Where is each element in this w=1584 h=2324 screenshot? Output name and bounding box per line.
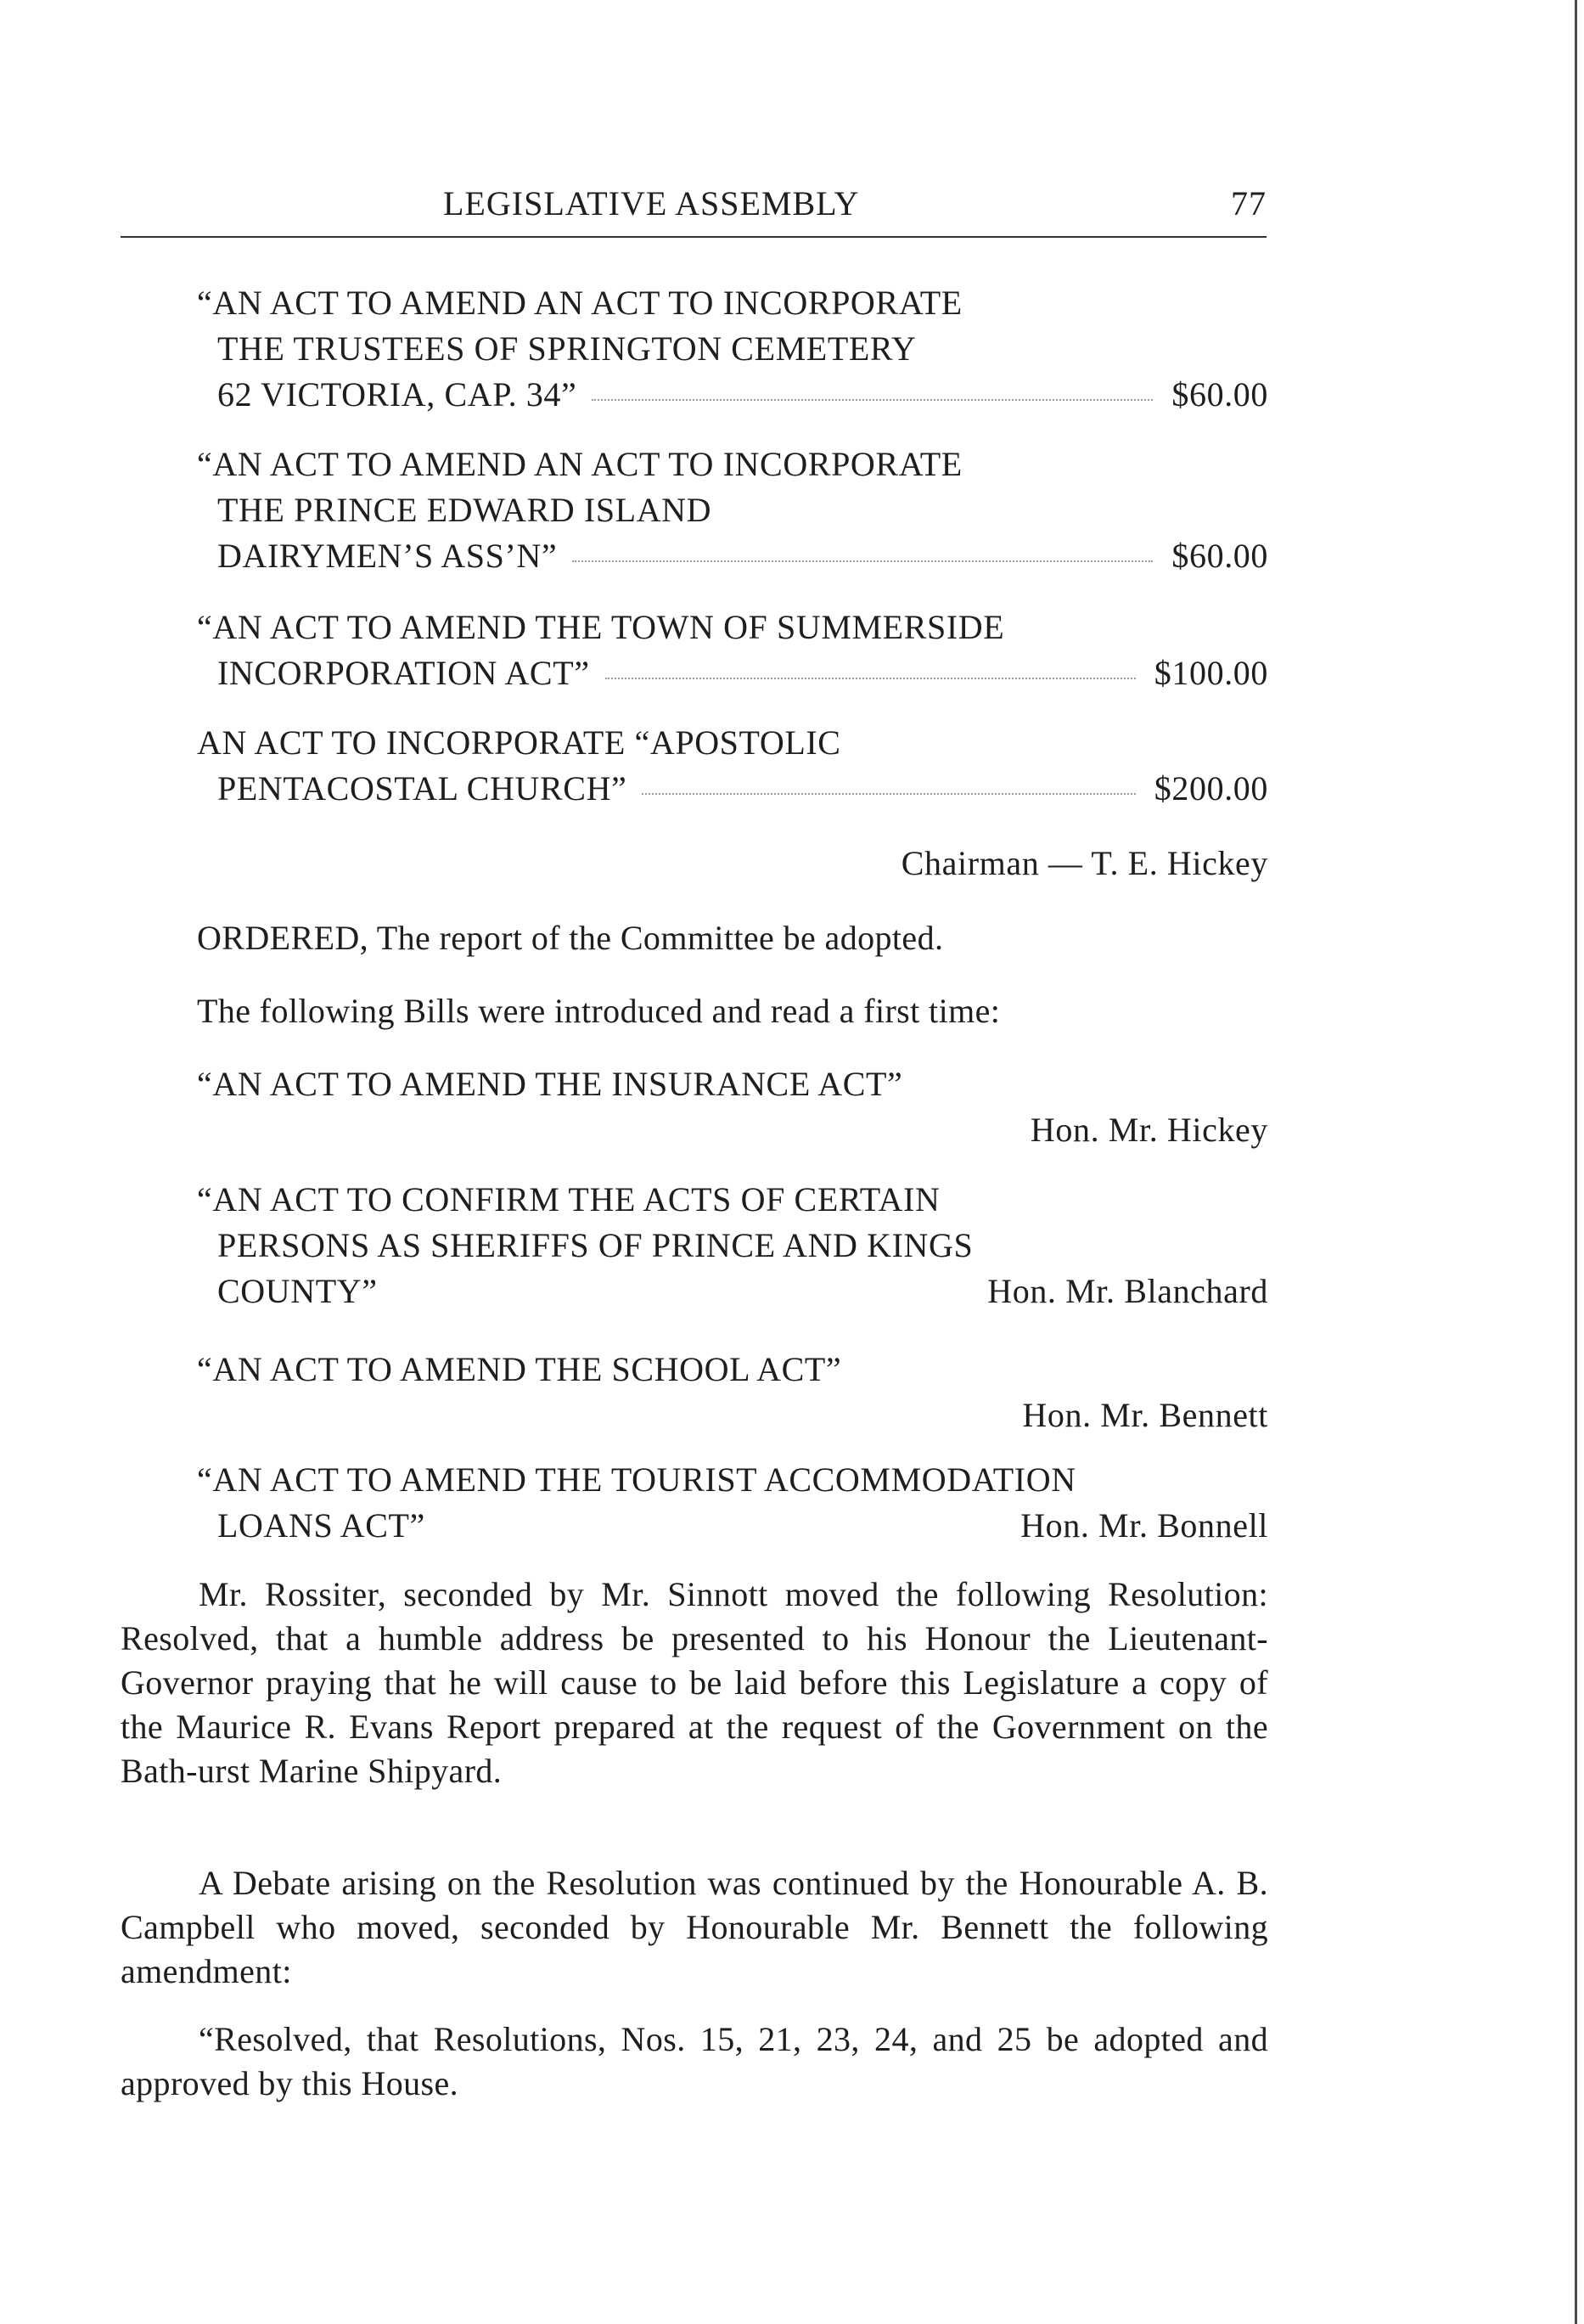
bill-sponsor-row xyxy=(197,1503,1268,1549)
bill-title-line: COUNTY” xyxy=(217,1272,378,1310)
fee-amount: $60.00 xyxy=(1171,537,1268,575)
bill-title-line: PERSONS AS SHERIFFS OF PRINCE AND KINGS xyxy=(217,1226,974,1264)
running-header xyxy=(121,177,1267,233)
dot-leader xyxy=(572,560,1153,562)
bill-title-line: “AN ACT TO AMEND THE INSURANCE ACT” xyxy=(197,1065,903,1103)
fee-item-line: 62 VICTORIA, CAP. 34” xyxy=(217,375,577,414)
bill-title-line: LOANS ACT” xyxy=(217,1506,425,1545)
ordered-statement: ORDERED, The report of the Committee be adopted. xyxy=(197,919,944,957)
fee-item xyxy=(197,720,1268,812)
header-rule xyxy=(121,236,1267,238)
bill-title-line: “AN ACT TO CONFIRM THE ACTS OF CERTAIN xyxy=(197,1180,941,1218)
bill-item xyxy=(197,1457,1268,1549)
chairman-signature: Chairman — T. E. Hickey xyxy=(901,844,1268,882)
dot-leader xyxy=(642,793,1135,795)
fee-item-line: “AN ACT TO AMEND AN ACT TO INCORPORATE xyxy=(197,445,963,483)
bill-sponsor: Hon. Mr. Bonnell xyxy=(1020,1506,1268,1545)
fee-item-amount-row xyxy=(197,766,1268,812)
fee-item-amount-row xyxy=(197,650,1268,696)
fee-item-line: AN ACT TO INCORPORATE “APOSTOLIC xyxy=(197,723,841,762)
fee-amount: $200.00 xyxy=(1154,769,1268,807)
dot-leader xyxy=(592,399,1153,401)
fee-amount: $100.00 xyxy=(1154,654,1268,692)
bill-sponsor: Hon. Mr. Blanchard xyxy=(987,1272,1268,1310)
resolution-text: Mr. Rossiter, seconded by Mr. Sinnott moved the following Resolution: Resolved, that a humble address be presented to his Honour the Lieutenant-Governor praying that he will cause to be laid before this Legislature a copy of the Maurice R. Evans Report prepared at the request of the Government on the Bath-urst Marine Shipyard. xyxy=(121,1575,1268,1790)
header-title: LEGISLATIVE ASSEMBLY xyxy=(443,184,860,222)
bill-sponsor: Hon. Mr. Bennett xyxy=(1022,1396,1268,1434)
fee-item-amount-row xyxy=(197,372,1268,418)
bill-item xyxy=(197,1347,1268,1438)
debate-text: A Debate arising on the Resolution was continued by the Honourable A. B. Campbell who moved, seconded by Honourable Mr. Bennett the following amendment: xyxy=(121,1864,1268,1990)
fee-item-line: THE PRINCE EDWARD ISLAND xyxy=(217,491,712,529)
bill-item xyxy=(197,1061,1268,1153)
debate-paragraph xyxy=(121,1861,1268,1994)
page-edge xyxy=(1575,0,1577,2324)
bill-item xyxy=(197,1177,1268,1314)
amendment-paragraph xyxy=(121,2017,1268,2106)
fee-item-line: PENTACOSTAL CHURCH” xyxy=(217,769,627,807)
resolution-paragraph xyxy=(121,1573,1268,1793)
fee-item-amount-row xyxy=(197,533,1268,579)
bills-intro: The following Bills were introduced and read a first time: xyxy=(197,992,1001,1030)
fee-item xyxy=(197,280,1268,418)
fee-item-line: “AN ACT TO AMEND AN ACT TO INCORPORATE xyxy=(197,284,963,322)
dot-leader xyxy=(605,678,1136,679)
fee-item-line: THE TRUSTEES OF SPRINGTON CEMETERY xyxy=(217,329,917,368)
fee-amount: $60.00 xyxy=(1171,375,1268,414)
fee-item xyxy=(197,442,1268,579)
bill-sponsor: Hon. Mr. Hickey xyxy=(1030,1111,1268,1149)
fee-item-line: “AN ACT TO AMEND THE TOWN OF SUMMERSIDE xyxy=(197,608,1005,646)
page-number: 77 xyxy=(1231,184,1267,222)
fee-item xyxy=(197,605,1268,696)
bill-sponsor-row xyxy=(197,1269,1268,1314)
bill-title-line: “AN ACT TO AMEND THE SCHOOL ACT” xyxy=(197,1350,842,1388)
fee-item-line: INCORPORATION ACT” xyxy=(217,654,590,692)
fee-item-line: DAIRYMEN’S ASS’N” xyxy=(217,537,558,575)
bill-title-line: “AN ACT TO AMEND THE TOURIST ACCOMMODATION xyxy=(197,1460,1076,1499)
amendment-text: “Resolved, that Resolutions, Nos. 15, 21, 23, 24, and 25 be adopted and approved by this House. xyxy=(121,2020,1268,2102)
